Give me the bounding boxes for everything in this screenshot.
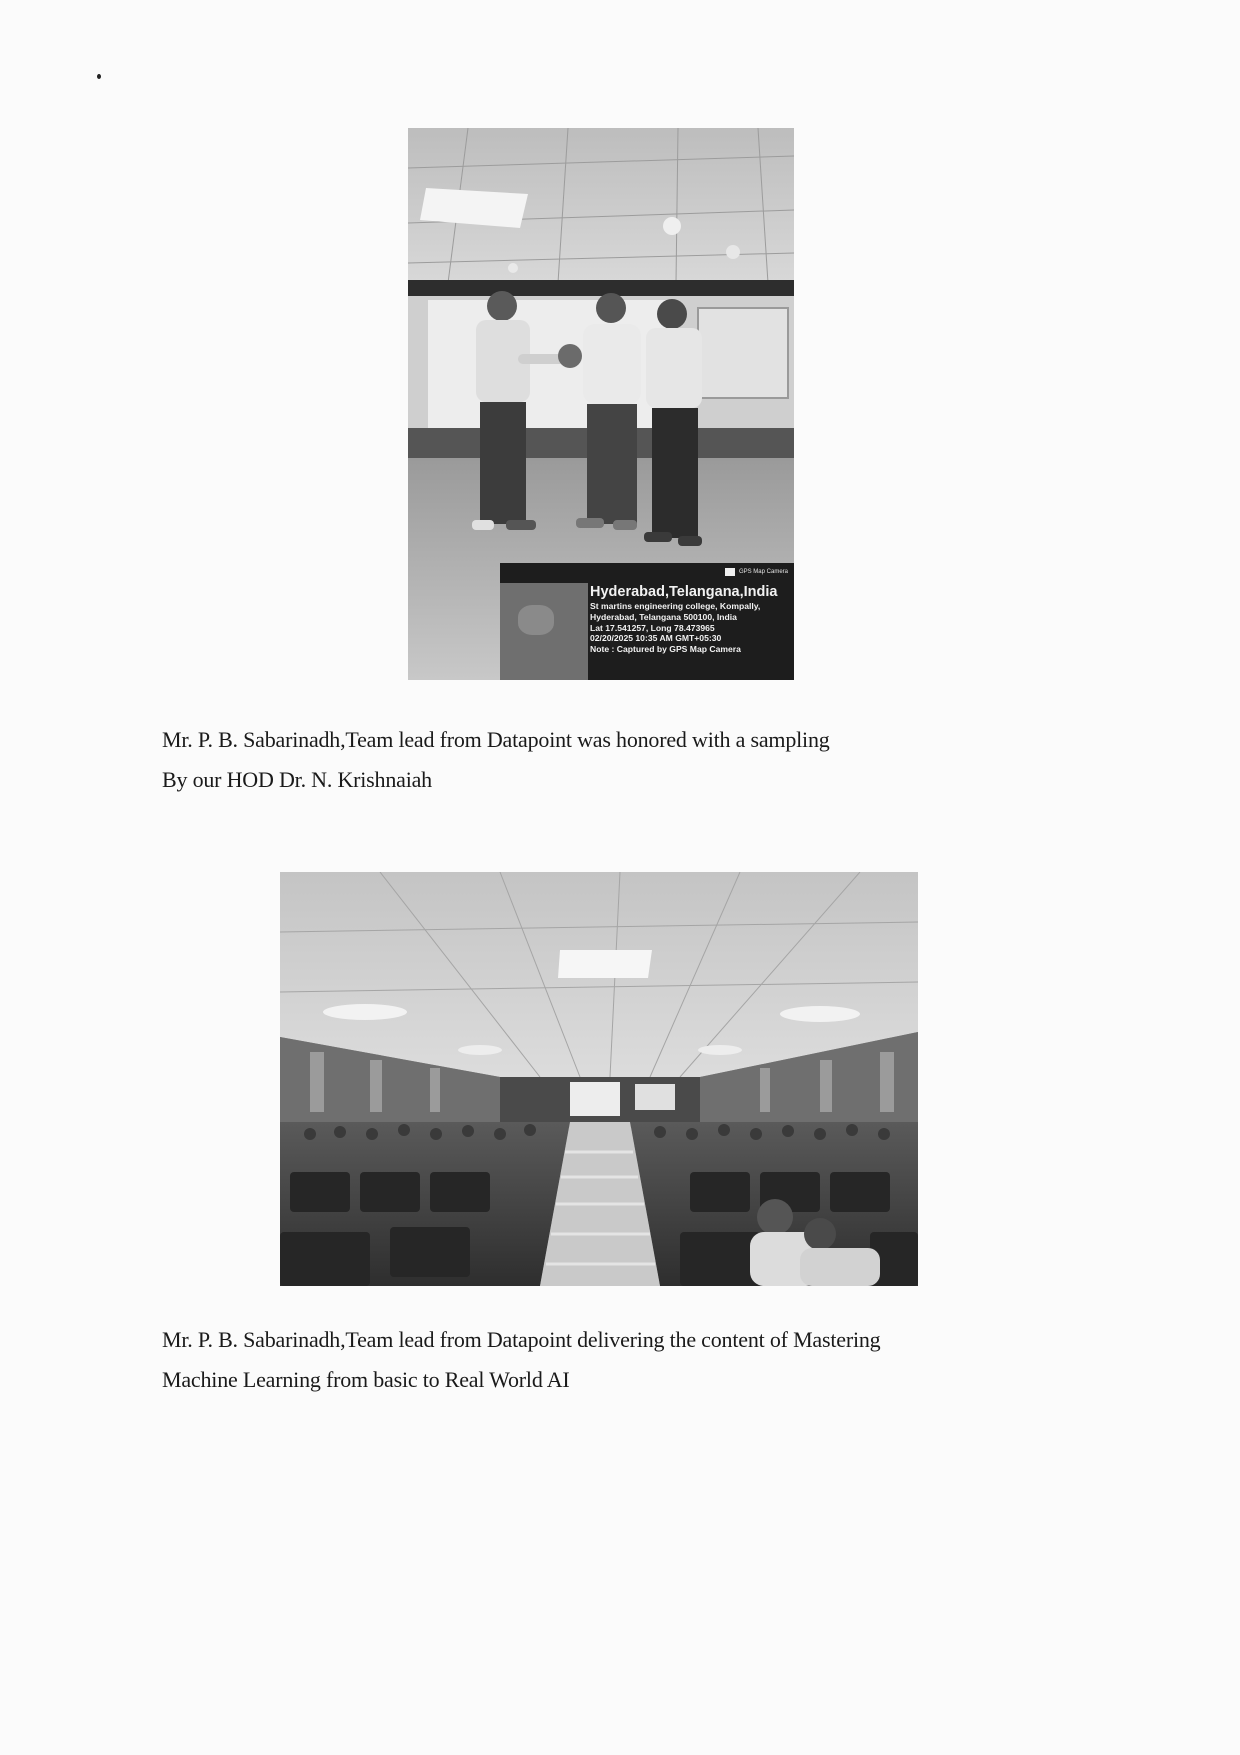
auditorium-photo-illustration xyxy=(280,872,918,1286)
gps-address-line-2: Hyderabad, Telangana 500100, India xyxy=(590,611,737,622)
gps-address-line-1: St martins engineering college, Kompally, xyxy=(590,601,761,611)
gps-location-title: Hyderabad,Telangana,India xyxy=(590,584,778,600)
camera-icon xyxy=(725,568,735,576)
auditorium-photo xyxy=(280,872,918,1286)
map-thumbnail xyxy=(500,583,588,680)
caption-honoring-line-2: By our HOD Dr. N. Krishnaiah xyxy=(162,767,432,792)
gps-note: Note : Captured by GPS Map Camera xyxy=(590,644,741,655)
gps-overlay xyxy=(500,563,794,680)
caption-honoring-line-1: Mr. P. B. Sabarinadh,Team lead from Datapoint was honored with a sampling xyxy=(162,727,830,752)
caption-session-line-1: Mr. P. B. Sabarinadh,Team lead from Datapoint delivering the content of Mastering xyxy=(162,1327,881,1352)
caption-honoring xyxy=(162,720,830,800)
gps-badge-label: GPS Map Camera xyxy=(738,569,788,575)
page-speck xyxy=(97,74,101,79)
gps-text xyxy=(590,583,790,655)
gps-badge xyxy=(725,566,788,578)
gps-coordinates: Lat 17.541257, Long 78.473965 xyxy=(590,622,715,633)
caption-session xyxy=(162,1320,880,1400)
caption-session-line-2: Machine Learning from basic to Real World AI xyxy=(162,1367,570,1392)
gps-timestamp: 02/20/2025 10:35 AM GMT+05:30 xyxy=(590,633,722,644)
honoring-photo xyxy=(408,128,794,680)
